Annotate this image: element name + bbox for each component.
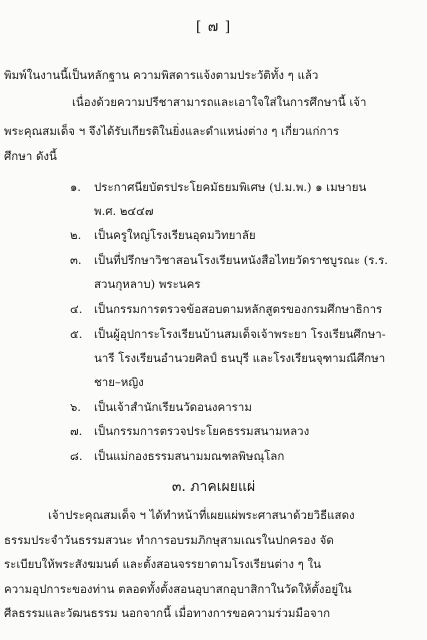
list-item-text: เป็นกรรมการตรวจข้อสอบตามหลักสูตรของกรมศึกษาธิการ: [94, 302, 383, 316]
intro-line-2: เนื่องด้วยความปรีชาสามารถและเอาใจใส่ในการศึกษานี้ เจ้า: [72, 95, 367, 109]
section-heading: ๓. ภาคเผยแผ่: [171, 479, 256, 495]
section-line-2: ธรรมประจำวันธรรมสวนะ ทำการอบรมภิกษุสามเณรในปกครอง จัด: [4, 533, 334, 547]
list-number: ๑.: [70, 180, 81, 194]
section-line-5: ศีลธรรมและวัฒนธรรม นอกจากนี้ เมื่อทางการขอความร่วมมือจาก: [4, 606, 331, 620]
list-number: ๗.: [70, 424, 83, 438]
list-number: ๓.: [70, 253, 82, 267]
list-item-text: ชาย–หญิง: [94, 375, 144, 389]
list-item-text: เป็นผู้อุปการะโรงเรียนบ้านสมเด็จเจ้าพระยา โรงเรียนศึกษา-: [94, 327, 386, 341]
list-number: ๘.: [70, 449, 83, 463]
intro-line-3: พระคุณสมเด็จ ฯ จึงได้รับเกียรติในยิ่งและดำแหน่งต่าง ๆ เกี่ยวแก่การ: [4, 124, 340, 138]
list-number: ๕.: [70, 327, 83, 341]
list-item-text: สวนกุหลาบ) พระนคร: [94, 277, 201, 291]
intro-line-1: พิมพ์ในงานนี้เป็นหลักฐาน ความพิสดารแจ้งตามประวัติทั้ง ๆ แล้ว: [4, 68, 319, 82]
list-item-text: พ.ศ. ๒๔๔๗: [94, 204, 154, 218]
list-item-text: ประกาศนียบัตรประโยคมัธยมพิเศษ (ป.ม.พ.) ๑ เมษายน: [94, 180, 367, 194]
list-item-text: เป็นเจ้าสำนักเรียนวัดอนงคาราม: [94, 400, 252, 414]
section-line-4: ความอุปการะของท่าน ตลอดทั้งตั้งสอนอุบาสกอุบาสิกาในวัดให้ตั้งอยู่ใน: [4, 582, 352, 596]
section-line-3: ระเบียบให้พระสังฆมนต์ และตั้งสอนจรรยาตามโรงเรียนต่าง ๆ ใน: [4, 557, 321, 571]
list-number: ๖.: [70, 400, 81, 414]
list-item-text: นารี โรงเรียนอำนวยศิลป์ ธนบุรี และโรงเรียนจุฑามณีศึกษา: [94, 351, 386, 365]
list-item-text: เป็นกรรมการตรวจประโยคธรรมสนามหลวง: [94, 424, 310, 438]
intro-line-4: ศึกษา ดังนี้: [4, 149, 57, 163]
list-number: ๒.: [70, 228, 82, 242]
list-item-text: เป็นที่ปรึกษาวิชาสอนโรงเรียนหนังสือไทยวัดราชบูรณะ (ร.ร.: [94, 253, 388, 267]
list-item-text: เป็นแม่กองธรรมสนามมณฑลพิษณุโลก: [94, 449, 285, 463]
list-item-text: เป็นครูใหญ่โรงเรียนอุดมวิทยาลัย: [94, 228, 256, 242]
page-number: [ ๗ ]: [195, 19, 232, 35]
list-number: ๔.: [70, 302, 83, 316]
section-line-1: เจ้าประคุณสมเด็จ ฯ ได้ทำหน้าที่เผยแผ่พระศาสนาด้วยวิธีแสดง: [48, 508, 355, 522]
